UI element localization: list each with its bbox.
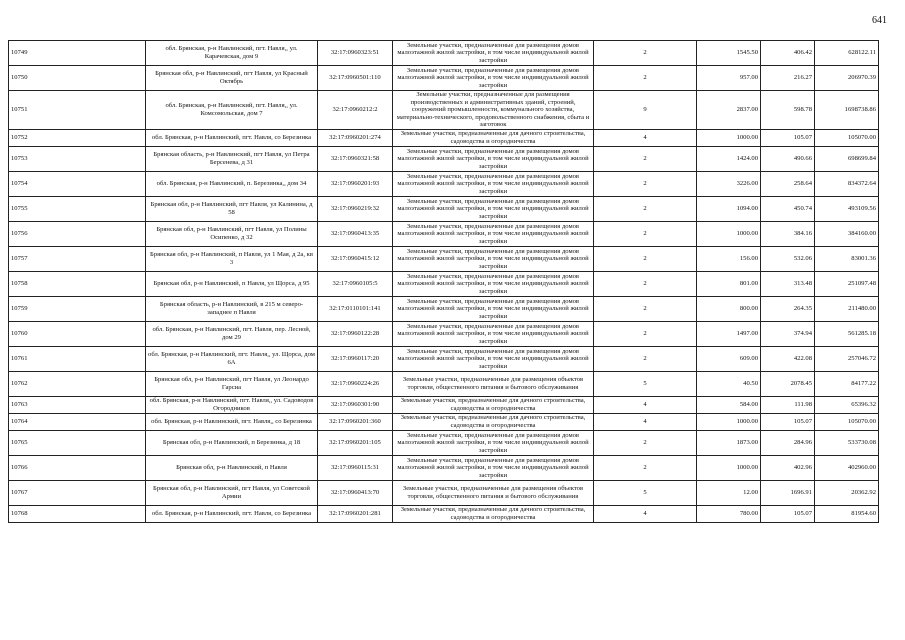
row-cadastral-number: 32:17:0960201:281 [318,505,393,522]
row-land-category: Земельные участки, предназначенные для дачного строительства, садоводства и огородничества [393,129,594,146]
row-number: 10762 [9,371,146,396]
row-cadastral-number: 32:17:0960122:28 [318,321,393,346]
row-land-category: Земельные участки, предназначенные для размещения домов малоэтажной жилой застройки, в том числе индивидуальной жилой застройки [393,321,594,346]
row-land-category: Земельные участки, предназначенные для размещения домов малоэтажной жилой застройки, в том числе индивидуальной жилой застройки [393,296,594,321]
row-address: Брянская область, р-н Навлинский, в 215 м северо-западнее п Навля [146,296,318,321]
row-address: Брянская обл, р-н Навлинский, пгт Навля, ул Советской Армии [146,480,318,505]
table-row [9,66,879,91]
row-number: 10749 [9,41,146,66]
row-land-category: Земельные участки, предназначенные для размещения объектов торговли, общественного питания и бытового обслуживания [393,371,594,396]
row-cadastral-value: 206970.39 [815,66,879,91]
row-area: 1000.00 [697,221,761,246]
row-cadastral-number: 32:17:0960201:105 [318,430,393,455]
row-address: Брянская обл, р-н Навлинский, пгт Навля, ул Леонардо Гарсиа [146,371,318,396]
row-specific-value: 105.07 [761,505,815,522]
row-group: 2 [594,430,697,455]
row-number: 10765 [9,430,146,455]
row-land-category: Земельные участки, предназначенные для размещения домов малоэтажной жилой застройки, в том числе индивидуальной жилой застройки [393,221,594,246]
row-land-category: Земельные участки, предназначенные для размещения домов малоэтажной жилой застройки, в том числе индивидуальной жилой застройки [393,346,594,371]
row-specific-value: 2078.45 [761,371,815,396]
table-row [9,246,879,271]
row-area: 801.00 [697,271,761,296]
row-area: 584.00 [697,396,761,413]
row-address: Брянская обл, р-н Навлинский, пгт Навля, ул Полины Осипенко, д 32 [146,221,318,246]
row-group: 4 [594,129,697,146]
row-group: 2 [594,146,697,171]
row-number: 10768 [9,505,146,522]
row-area: 12.00 [697,480,761,505]
row-cadastral-value: 1698738.86 [815,91,879,130]
row-specific-value: 105.07 [761,413,815,430]
row-group: 2 [594,346,697,371]
row-address: Брянская обл, р-н Навлинский, п Навля [146,455,318,480]
row-area: 40.50 [697,371,761,396]
row-cadastral-value: 84177.22 [815,371,879,396]
table-row [9,413,879,430]
row-cadastral-number: 32:17:0960105:5 [318,271,393,296]
row-specific-value: 406.42 [761,41,815,66]
row-cadastral-number: 32:17:0960224:26 [318,371,393,396]
row-cadastral-number: 32:17:0960201:274 [318,129,393,146]
row-address: Брянская область, р-н Навлинский, пгт Навля, ул Петра Берсенева, д 31 [146,146,318,171]
row-area: 1497.00 [697,321,761,346]
table-row [9,455,879,480]
row-address: обл. Брянская, р-н Навлинский, пгт. Навля, со Березинка [146,129,318,146]
row-address: обл. Брянская, р-н Навлинский, п. Березинка,, дом 34 [146,171,318,196]
row-group: 2 [594,455,697,480]
row-address: обл. Брянская, р-н Навлинский, пгт. Навля,, ул. Садоводов Огородников [146,396,318,413]
row-specific-value: 532.06 [761,246,815,271]
row-group: 4 [594,505,697,522]
land-registry-table [8,40,879,523]
row-number: 10754 [9,171,146,196]
row-area: 1094.00 [697,196,761,221]
row-group: 2 [594,296,697,321]
row-address: обл. Брянская, р-н Навлинский, пгт. Навля,, со Березинка [146,413,318,430]
row-cadastral-value: 211480.00 [815,296,879,321]
row-cadastral-number: 32:17:0960413:35 [318,221,393,246]
row-area: 1424.00 [697,146,761,171]
row-specific-value: 1696.91 [761,480,815,505]
row-cadastral-value: 81954.60 [815,505,879,522]
row-address: обл. Брянская, р-н Навлинский, пгт. Навля,, ул. Щорса, дом 6А [146,346,318,371]
row-area: 156.00 [697,246,761,271]
page-number: 641 [872,15,887,26]
row-number: 10767 [9,480,146,505]
row-address: обл. Брянская, р-н Навлинский, пгт. Навля, пер. Лесной, дом 29 [146,321,318,346]
row-land-category: Земельные участки, предназначенные для размещения домов малоэтажной жилой застройки, в том числе индивидуальной жилой застройки [393,271,594,296]
row-cadastral-value: 493109.56 [815,196,879,221]
row-cadastral-number: 32:17:0960413:70 [318,480,393,505]
row-group: 9 [594,91,697,130]
row-cadastral-value: 698699.84 [815,146,879,171]
row-specific-value: 402.96 [761,455,815,480]
row-number: 10756 [9,221,146,246]
row-group: 2 [594,271,697,296]
row-specific-value: 313.48 [761,271,815,296]
table-row [9,396,879,413]
row-cadastral-number: 32:17:0960219:32 [318,196,393,221]
row-land-category: Земельные участки, предназначенные для дачного строительства, садоводства и огородничества [393,505,594,522]
row-group: 2 [594,246,697,271]
row-cadastral-number: 32:17:0960321:58 [318,146,393,171]
row-land-category: Земельные участки, предназначенные для размещения домов малоэтажной жилой застройки, в том числе индивидуальной жилой застройки [393,41,594,66]
row-cadastral-number: 32:17:0960117:20 [318,346,393,371]
row-number: 10757 [9,246,146,271]
row-land-category: Земельные участки, предназначенные для размещения домов малоэтажной жилой застройки, в том числе индивидуальной жилой застройки [393,430,594,455]
row-cadastral-value: 257046.72 [815,346,879,371]
row-cadastral-value: 402960.00 [815,455,879,480]
row-address: Брянская обл, р-н Навлинский, пгт Навля, ул Красный Октябрь [146,66,318,91]
row-specific-value: 216.27 [761,66,815,91]
row-area: 2837.00 [697,91,761,130]
row-cadastral-number: 32:17:0960201:93 [318,171,393,196]
row-group: 2 [594,66,697,91]
row-land-category: Земельные участки, предназначенные для размещения домов малоэтажной жилой застройки, в том числе индивидуальной жилой застройки [393,171,594,196]
row-land-category: Земельные участки, предназначенные для дачного строительства, садоводства и огородничества [393,413,594,430]
table-row [9,129,879,146]
row-number: 10759 [9,296,146,321]
row-land-category: Земельные участки, предназначенные для размещения домов малоэтажной жилой застройки, в том числе индивидуальной жилой застройки [393,246,594,271]
row-group: 2 [594,171,697,196]
row-land-category: Земельные участки, предназначенные для размещения объектов торговли, общественного питания и бытового обслуживания [393,480,594,505]
row-cadastral-value: 105070.00 [815,129,879,146]
row-cadastral-number: 32:17:0960323:51 [318,41,393,66]
row-address: Брянская обл, р-н Навлинский, пгт Навля, ул Калинина, д 58 [146,196,318,221]
row-cadastral-number: 32:17:0960415:12 [318,246,393,271]
row-cadastral-value: 83001.36 [815,246,879,271]
table-row [9,505,879,522]
row-cadastral-value: 533730.08 [815,430,879,455]
row-specific-value: 284.96 [761,430,815,455]
row-address: Брянская обл, р-н Навлинский, п Навля, ул Щорса, д 95 [146,271,318,296]
row-number: 10761 [9,346,146,371]
row-number: 10763 [9,396,146,413]
row-specific-value: 264.35 [761,296,815,321]
row-cadastral-value: 628122.11 [815,41,879,66]
row-specific-value: 374.94 [761,321,815,346]
row-number: 10755 [9,196,146,221]
row-area: 780.00 [697,505,761,522]
table-row [9,91,879,130]
row-group: 4 [594,396,697,413]
row-specific-value: 490.66 [761,146,815,171]
row-group: 5 [594,371,697,396]
row-number: 10750 [9,66,146,91]
row-area: 609.00 [697,346,761,371]
row-cadastral-value: 251097.48 [815,271,879,296]
table-row [9,221,879,246]
row-cadastral-number: 32:17:0960201:360 [318,413,393,430]
row-area: 1000.00 [697,413,761,430]
row-number: 10764 [9,413,146,430]
table-row [9,41,879,66]
row-cadastral-value: 384160.00 [815,221,879,246]
row-cadastral-value: 105070.00 [815,413,879,430]
row-group: 4 [594,413,697,430]
row-land-category: Земельные участки, предназначенные для размещения домов малоэтажной жилой застройки, в том числе индивидуальной жилой застройки [393,146,594,171]
table-row [9,321,879,346]
row-area: 1873.00 [697,430,761,455]
row-address: обл. Брянская, р-н Навлинский, пгт. Навля,, ул. Комсомольская, дом 7 [146,91,318,130]
row-cadastral-number: 32:17:0110101:141 [318,296,393,321]
row-address: обл. Брянская, р-н Навлинский, пгт. Навля, со Березинка [146,505,318,522]
row-number: 10760 [9,321,146,346]
row-land-category: Земельные участки, предназначенные для размещения домов малоэтажной жилой застройки, в том числе индивидуальной жилой застройки [393,196,594,221]
row-land-category: Земельные участки, предназначенные для размещения домов малоэтажной жилой застройки, в том числе индивидуальной жилой застройки [393,66,594,91]
row-group: 2 [594,196,697,221]
row-cadastral-number: 32:17:0960115:31 [318,455,393,480]
row-number: 10753 [9,146,146,171]
row-cadastral-number: 32:17:0960501:110 [318,66,393,91]
table-row [9,171,879,196]
row-land-category: Земельные участки, предназначенные для дачного строительства, садоводства и огородничества [393,396,594,413]
row-specific-value: 105.07 [761,129,815,146]
row-specific-value: 258.64 [761,171,815,196]
row-area: 957.00 [697,66,761,91]
row-specific-value: 450.74 [761,196,815,221]
row-group: 2 [594,41,697,66]
row-cadastral-value: 561285.18 [815,321,879,346]
row-cadastral-value: 834372.64 [815,171,879,196]
table-row [9,371,879,396]
row-area: 1545.50 [697,41,761,66]
row-number: 10751 [9,91,146,130]
row-number: 10766 [9,455,146,480]
table-row [9,196,879,221]
row-area: 1000.00 [697,129,761,146]
row-land-category: Земельные участки, предназначенные для размещения домов малоэтажной жилой застройки, в том числе индивидуальной жилой застройки [393,455,594,480]
row-area: 800.00 [697,296,761,321]
row-group: 5 [594,480,697,505]
row-specific-value: 111.98 [761,396,815,413]
row-specific-value: 598.78 [761,91,815,130]
table-row [9,346,879,371]
row-number: 10758 [9,271,146,296]
table-row [9,271,879,296]
table-row [9,296,879,321]
row-address: Брянская обл, р-н Навлинский, п Навля, ул 1 Мая, д 2а, кв 3 [146,246,318,271]
row-group: 2 [594,321,697,346]
row-area: 3226.00 [697,171,761,196]
row-cadastral-value: 65396.32 [815,396,879,413]
row-land-category: Земельные участки, предназначенные для размещения производственных и административных зданий, строений, сооружений промышленности, коммунального хозяйства, материально-технического, продовольственного снабжения, сбыта и заготовок [393,91,594,130]
row-number: 10752 [9,129,146,146]
row-area: 1000.00 [697,455,761,480]
row-address: Брянская обл, р-н Навлинский, п Березинка, д 18 [146,430,318,455]
table-row [9,146,879,171]
row-cadastral-number: 32:17:0960301:90 [318,396,393,413]
table-row [9,480,879,505]
row-cadastral-value: 20362.92 [815,480,879,505]
row-specific-value: 384.16 [761,221,815,246]
row-address: обл. Брянская, р-н Навлинский, пгт. Навля,, ул. Карачевская, дом 9 [146,41,318,66]
table-row [9,430,879,455]
row-group: 2 [594,221,697,246]
row-cadastral-number: 32:17:0960212:2 [318,91,393,130]
row-specific-value: 422.08 [761,346,815,371]
